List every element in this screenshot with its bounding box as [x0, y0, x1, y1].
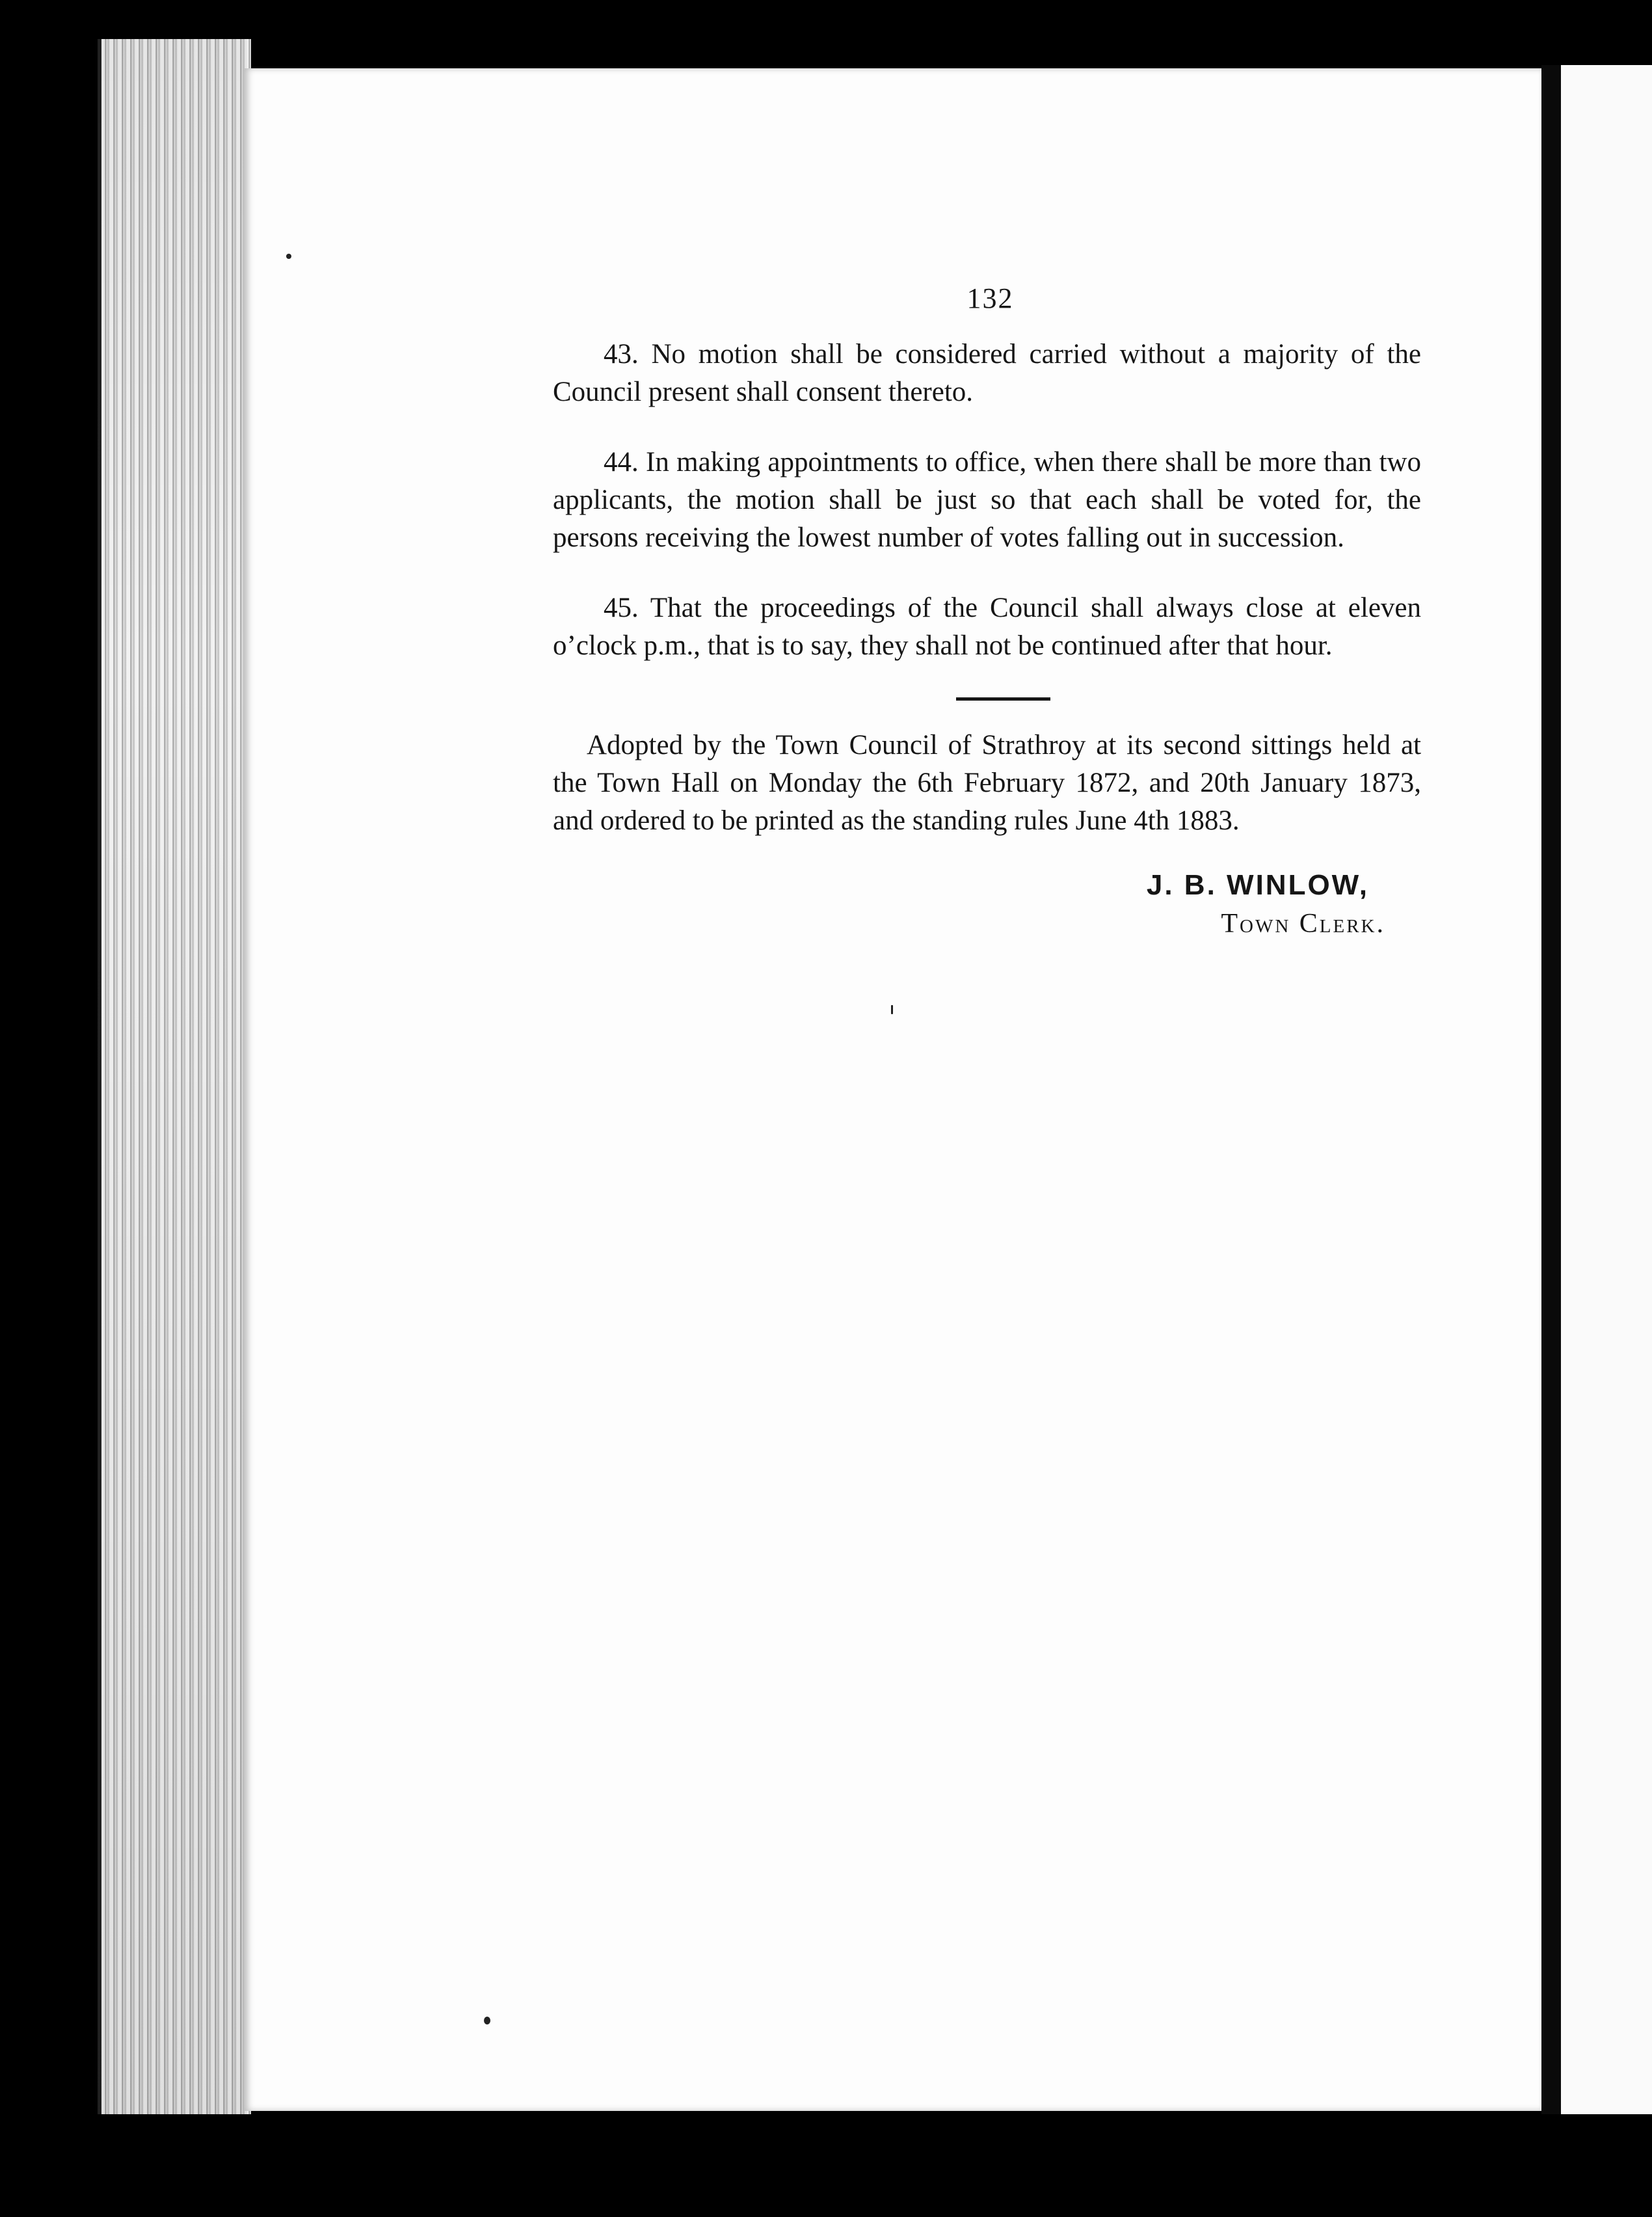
adoption-statement: Adopted by the Town Council of Strathroy at its second sittings held at the Town Hall on Monday the 6th February 1872, and 20th January 1873, and ordered to be printed as the standing rules June 4th 1883. — [553, 730, 1421, 836]
book-gutter — [1541, 65, 1561, 2114]
page-text — [553, 280, 1421, 943]
facing-page-edge — [1561, 65, 1652, 2114]
rule-paragraph-44: 44. In making appointments to office, when there shall be more than two applicants, the motion shall be just so that each shall be voted for, the persons receiving the lowest number of votes falling out in succession. — [553, 447, 1421, 553]
fore-edge-shadow — [98, 39, 247, 2114]
scan-speck — [484, 2017, 490, 2024]
scan-speck — [286, 254, 291, 259]
section-divider — [956, 697, 1050, 701]
scan-speck — [891, 1005, 893, 1014]
rule-paragraph-43: 43. No motion shall be considered carried without a majority of the Council present shall consent thereto. — [553, 339, 1421, 407]
rule-paragraph-45: 45. That the proceedings of the Council shall always close at eleven o’clock p.m., that is to say, they shall not be continued after that hour. — [553, 593, 1421, 661]
signature-title: Town Clerk. — [1221, 909, 1385, 939]
page-number: 132 — [966, 282, 1014, 314]
signature-name: J. B. WINLOW, — [1146, 869, 1369, 901]
